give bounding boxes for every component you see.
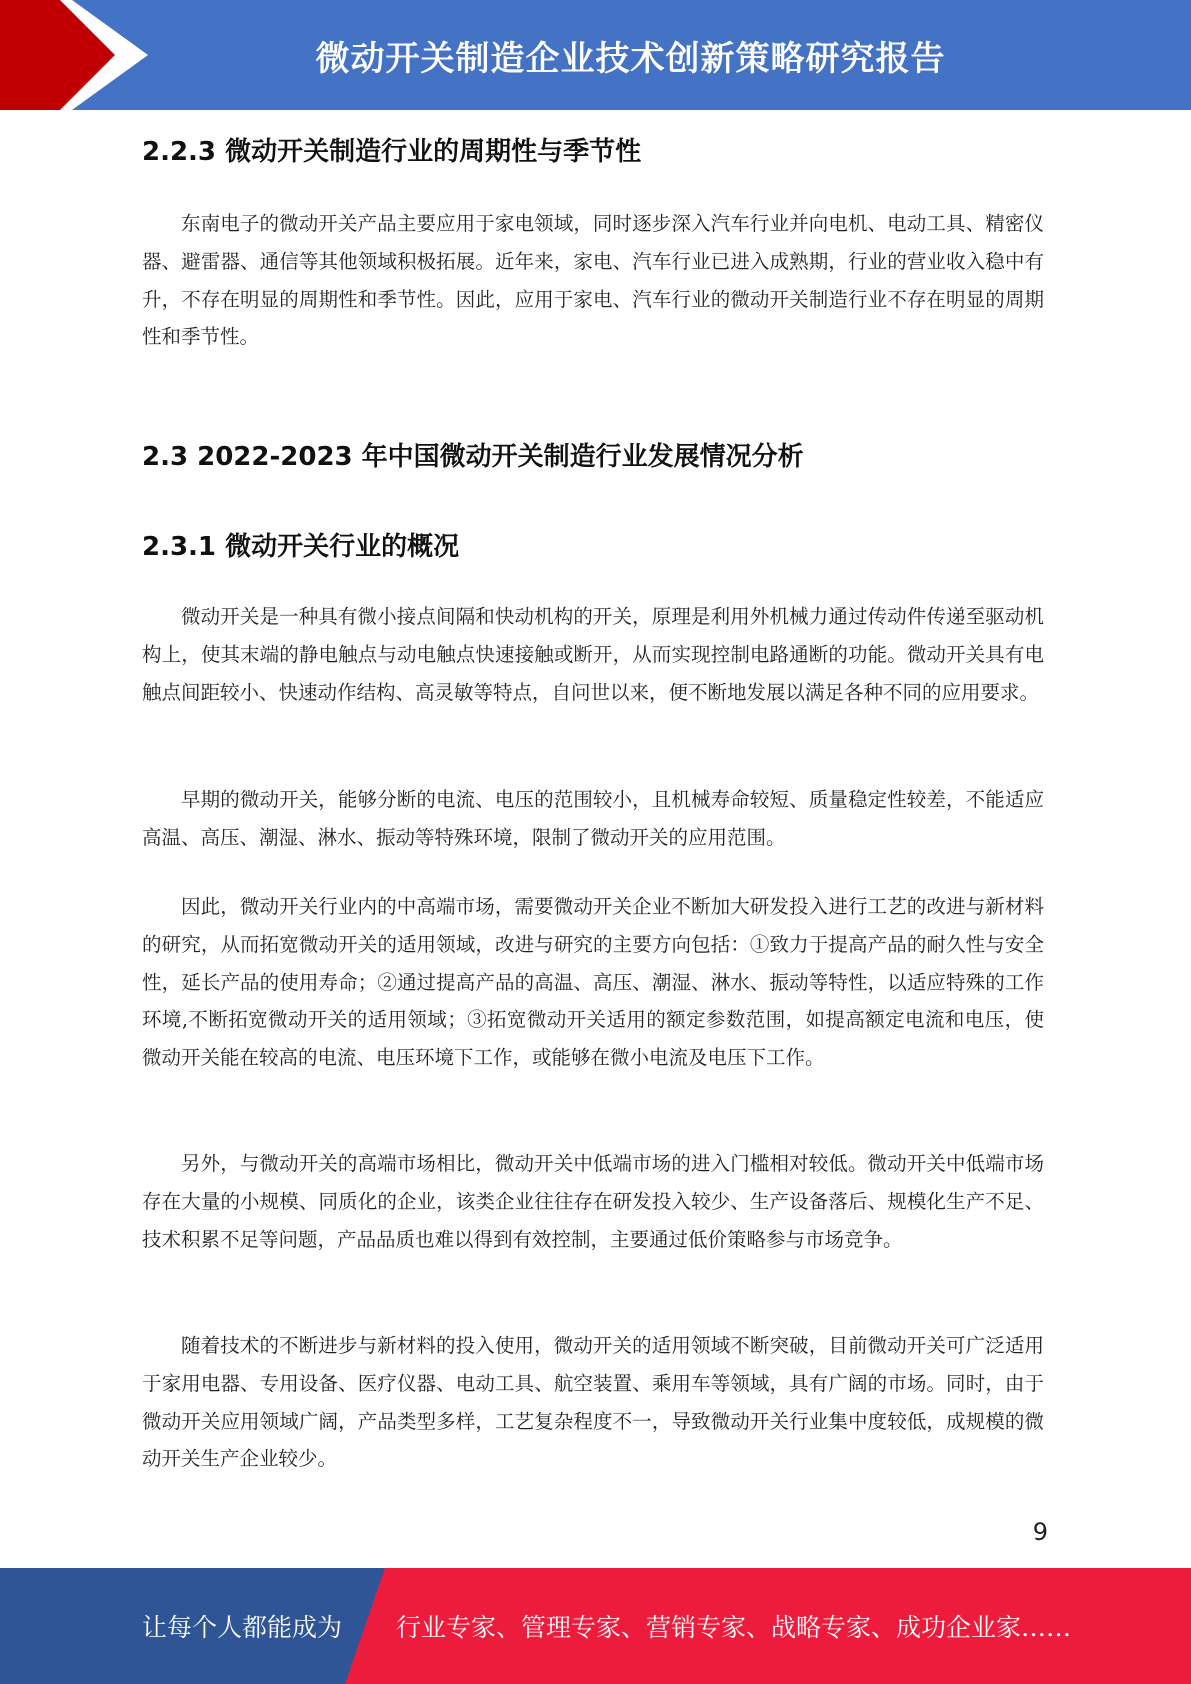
paragraph: 东南电子的微动开关产品主要应用于家电领域，同时逐步深入汽车行业并向电机、电动工具、精密仪器、避雷器、通信等其他领域积极拓展。近年来，家电、汽车行业已进入成熟期，行业的营业收入稳中有升，不存在明显的周期性和季节性。因此，应用于家电、汽车行业的微动开关制造行业不存在明显的周期性和季节性。 <box>142 212 1044 349</box>
paragraph: 随着技术的不断进步与新材料的投入使用，微动开关的适用领域不断突破，目前微动开关可广泛适用于家用电器、专用设备、医疗仪器、电动工具、航空装置、乘用车等领域，具有广阔的市场。同时，由于微动开关应用领域广阔，产品类型多样，工艺复杂程度不一，导致微动开关行业集中度较低，成规模的微动开关生产企业较少。 <box>142 1334 1044 1471</box>
section-heading-2-3-1: 2.3.1 微动开关行业的概况 <box>142 532 460 562</box>
footer-slogan-left: 让每个人都能成为 <box>142 1613 343 1642</box>
footer-banner <box>0 1568 1191 1684</box>
header-banner <box>0 0 1191 110</box>
paragraph: 早期的微动开关，能够分断的电流、电压的范围较小，且机械寿命较短、质量稳定性较差，不能适应高温、高压、潮湿、淋水、振动等特殊环境，限制了微动开关的应用范围。 <box>142 788 1044 849</box>
header-arrow-decoration <box>0 0 160 110</box>
footer-slogan-right: 行业专家、管理专家、营销专家、战略专家、成功企业家…… <box>396 1613 1072 1642</box>
paragraph: 因此，微动开关行业内的中高端市场，需要微动开关企业不断加大研发投入进行工艺的改进与新材料的研究，从而拓宽微动开关的适用领域，改进与研究的主要方向包括：①致力于提高产品的耐久性与安全性，延长产品的使用寿命；②通过提高产品的高温、高压、潮湿、淋水、振动等特性，以适应特殊的工作环境,不断拓宽微动开关的适用领域；③拓宽微动开关适用的额定参数范围，如提高额定电流和电压，使微动开关能在较高的电流、电压环境下工作，或能够在微小电流及电压下工作。 <box>142 895 1044 1070</box>
report-title: 微动开关制造企业技术创新策略研究报告 <box>315 38 946 79</box>
paragraph: 另外，与微动开关的高端市场相比，微动开关中低端市场的进入门槛相对较低。微动开关中低端市场存在大量的小规模、同质化的企业，该类企业往往存在研发投入较少、生产设备落后、规模化生产不足、技术积累不足等问题，产品品质也难以得到有效控制，主要通过低价策略参与市场竞争。 <box>142 1152 1044 1251</box>
section-heading-2-2-3: 2.2.3 微动开关制造行业的周期性与季节性 <box>142 137 642 167</box>
section-heading-2-3: 2.3 2022-2023 年中国微动开关制造行业发展情况分析 <box>142 442 804 472</box>
paragraph: 微动开关是一种具有微小接点间隔和快动机构的开关，原理是利用外机械力通过传动件传递至驱动机构上，使其末端的静电触点与动电触点快速接触或断开，从而实现控制电路通断的功能。微动开关具有电触点间距较小、快速动作结构、高灵敏等特点，自问世以来，便不断地发展以满足各种不同的应用要求。 <box>142 605 1044 704</box>
page-number: 9 <box>1032 1518 1048 1546</box>
